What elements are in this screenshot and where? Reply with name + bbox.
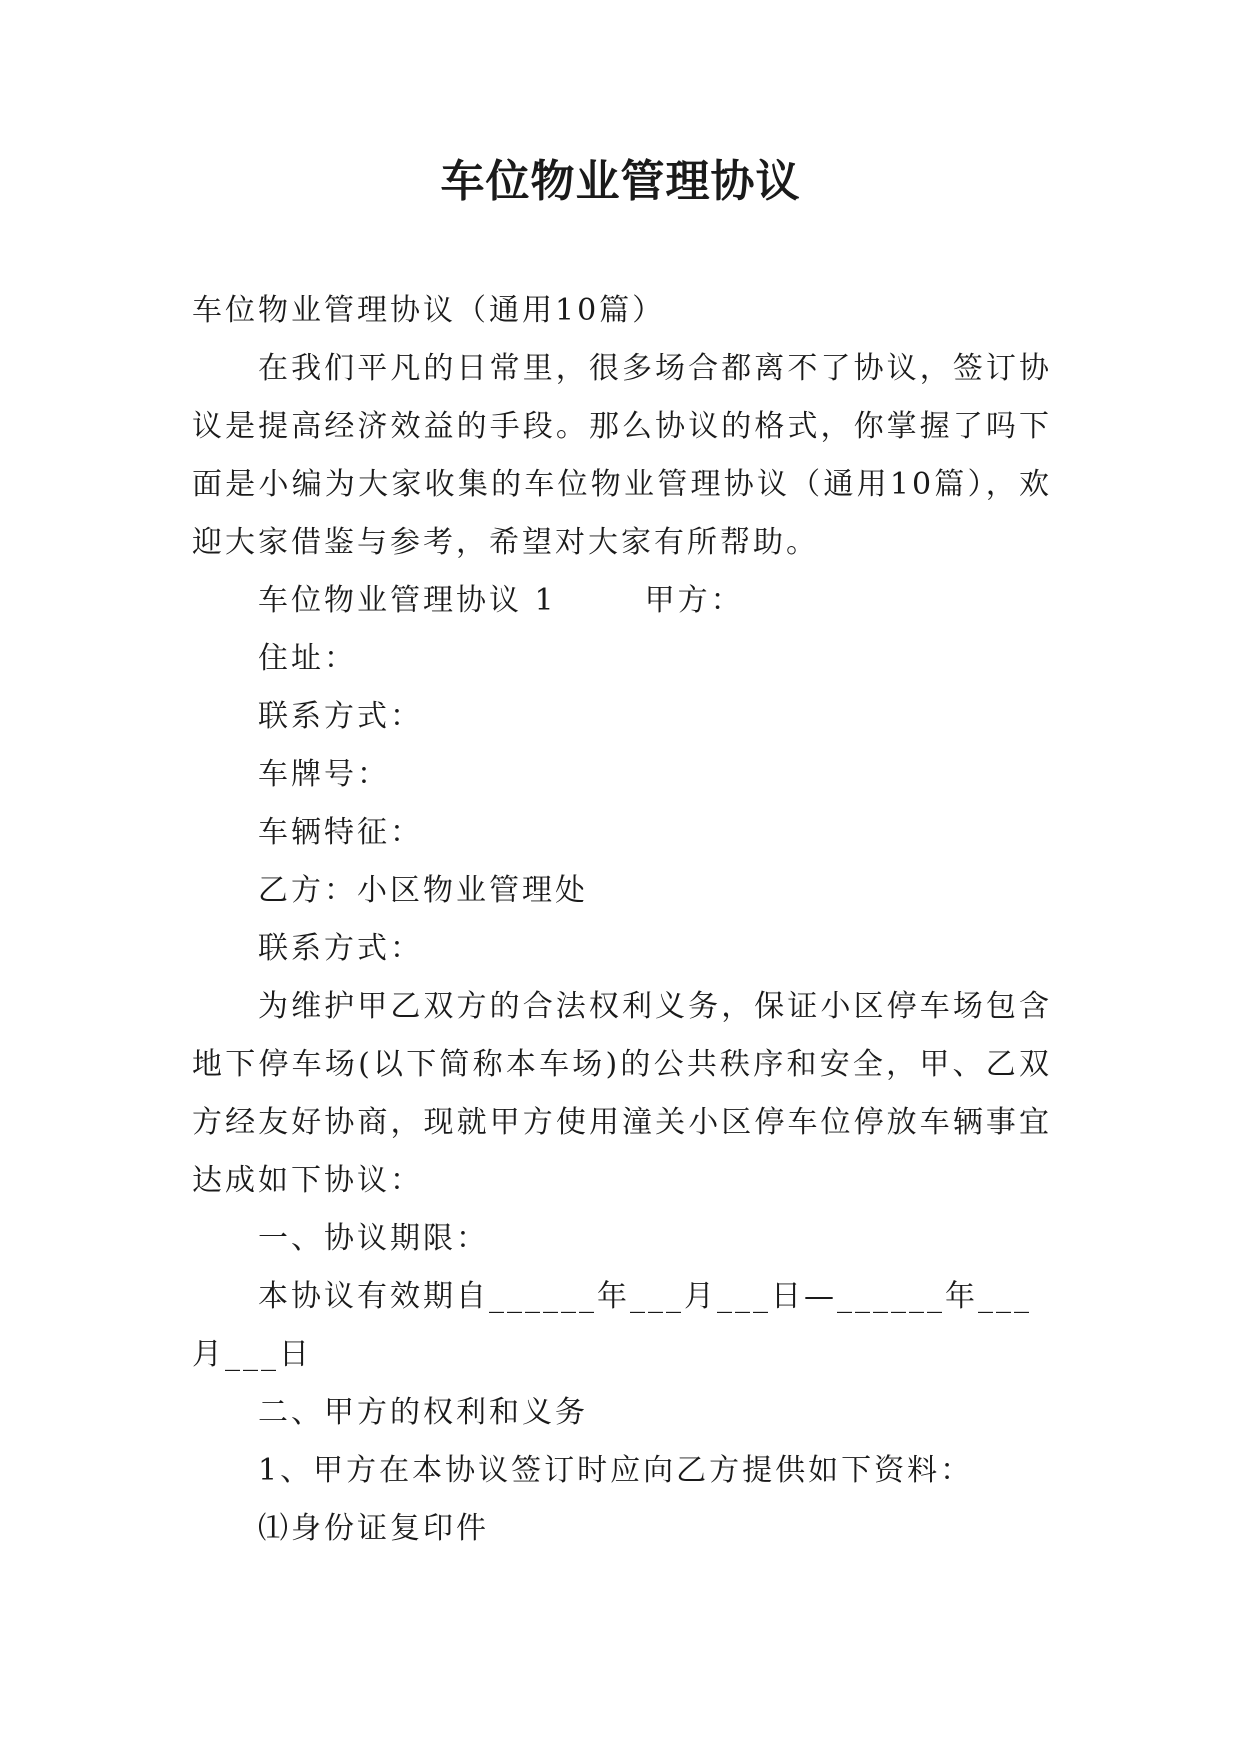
item-1-1: ⑴身份证复印件 — [258, 1511, 489, 1546]
clause-2-heading: 二、甲方的权利和义务 — [258, 1395, 588, 1430]
section-heading-line — [192, 572, 1052, 630]
clause-1-text: 本协议有效期自______年___月___日—______年___月___日 — [192, 1279, 1032, 1372]
document-subtitle: 车位物业管理协议（通用10篇） — [192, 293, 666, 328]
document-title: 车位物业管理协议 — [440, 156, 801, 207]
clause-1-heading: 一、协议期限： — [258, 1221, 489, 1256]
document-body — [192, 282, 1052, 1558]
item-1: 1、甲方在本协议签订时应向乙方提供如下资料： — [258, 1453, 974, 1488]
plate-label: 车牌号： — [258, 757, 390, 792]
contact-label: 联系方式： — [258, 699, 423, 734]
vehicle-label: 车辆特征： — [258, 815, 423, 850]
preamble-paragraph: 为维护甲乙双方的合法权利义务，保证小区停车场包含地下停车场(以下简称本车场)的公共秩序和安全，甲、乙双方经友好协商，现就甲方使用潼关小区停车位停放车辆事宜达成如下协议： — [192, 989, 1052, 1198]
address-label: 住址： — [258, 641, 357, 676]
party-a-label: 甲方： — [644, 583, 744, 618]
intro-paragraph: 在我们平凡的日常里，很多场合都离不了协议，签订协议是提高经济效益的手段。那么协议的格式，你掌握了吗下面是小编为大家收集的车位物业管理协议（通用10篇），欢迎大家借鉴与参考，希望对大家有所帮助。 — [192, 351, 1052, 560]
party-b-line: 乙方：小区物业管理处 — [258, 873, 588, 908]
contact-label-b: 联系方式： — [258, 931, 423, 966]
section-heading: 车位物业管理协议 1 — [258, 583, 557, 618]
